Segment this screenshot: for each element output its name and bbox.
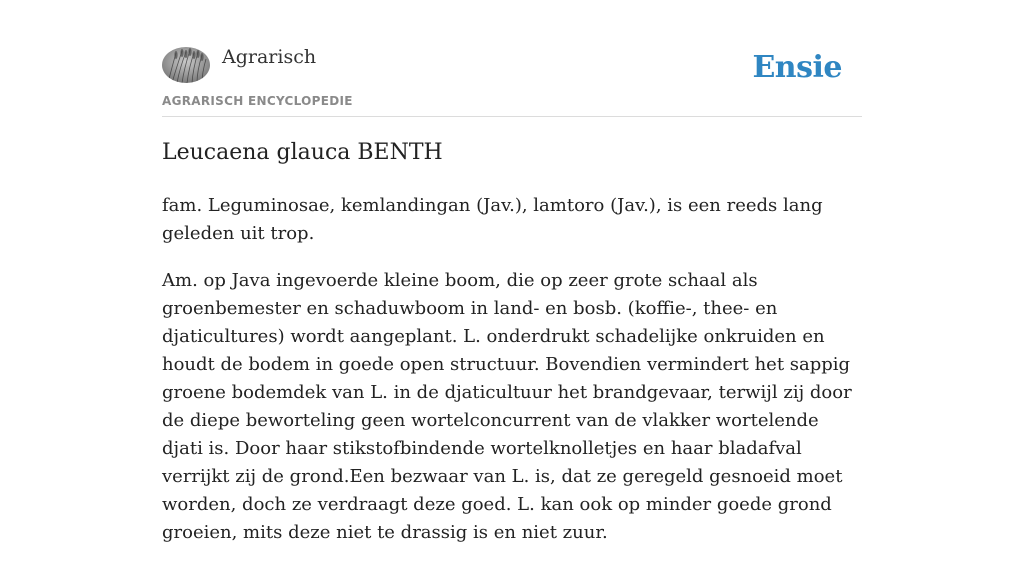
wheat-field-logo-icon[interactable] xyxy=(162,47,210,83)
source-subtitle: AGRARISCH ENCYCLOPEDIE xyxy=(162,94,353,108)
article-paragraph: Am. op Java ingevoerde kleine boom, die op zeer grote schaal als groenbemester en schaduwboom in land- en bosb. (koffie-, thee- en djaticultures) wordt aangeplant. L. onderdrukt schadelijke onkruiden en houdt de bodem in goede open structuur. Bovendien vermindert het sappig groene bodemdek van L. in de djaticultuur het brandgevaar, terwijl zij door de diepe beworteling geen wortelconcurrent van de vlakker wortelende djati is. Door haar stikstofbindende wortelknolletjes en haar bladafval verrijkt zij de grond.Een bezwaar van L. is, dat ze geregeld gesnoeid moet worden, doch ze verdraagt deze goed. L. kan ook op minder goede grond groeien, mits deze niet te drassig is en niet zuur. xyxy=(162,270,852,543)
page xyxy=(162,0,862,543)
brand-logo[interactable]: Ensie xyxy=(752,50,842,85)
header xyxy=(162,0,862,117)
article-body xyxy=(162,192,862,566)
article-paragraph: fam. Leguminosae, kemlandingan (Jav.), lamtoro (Jav.), is een reeds lang geleden uit trop. xyxy=(162,195,823,244)
source-name[interactable]: Agrarisch xyxy=(222,46,317,68)
article-title: Leucaena glauca BENTH xyxy=(162,140,443,165)
